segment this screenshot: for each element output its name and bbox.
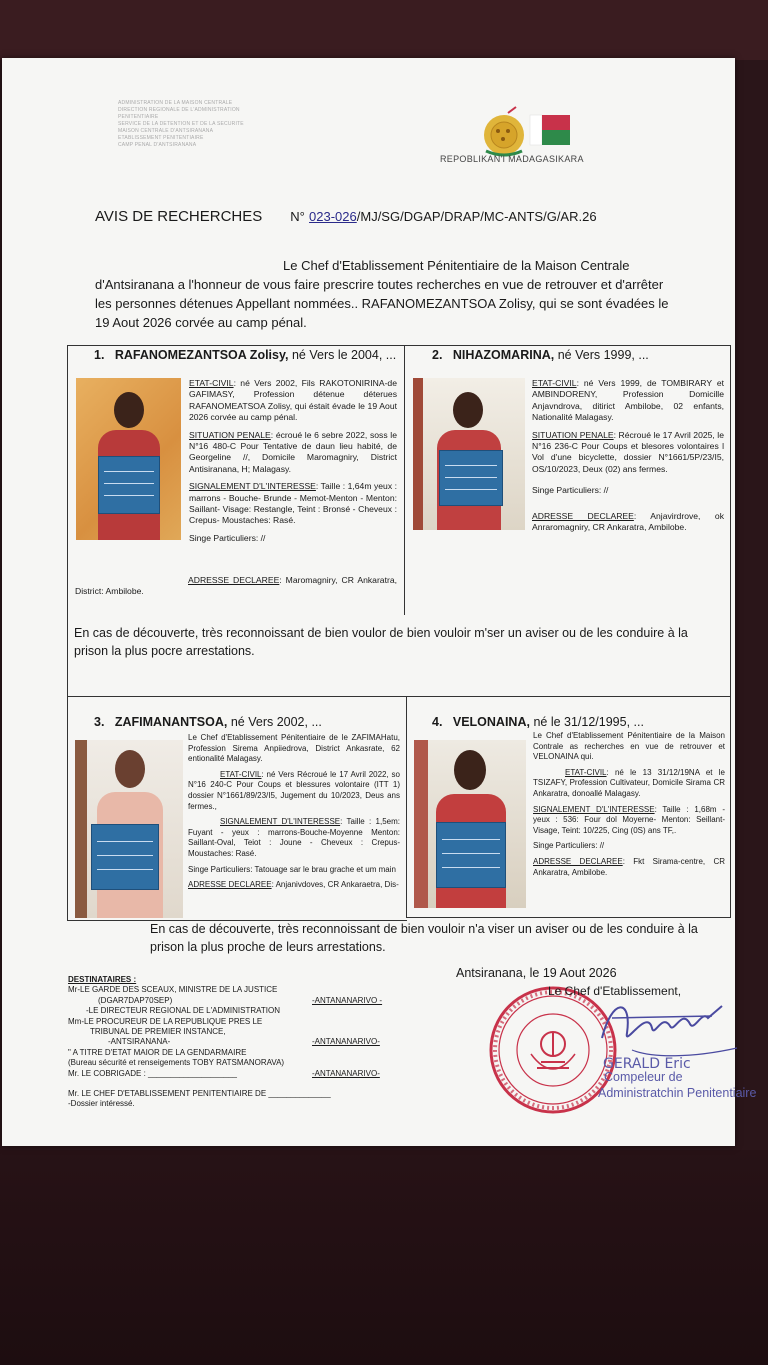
person-4-photo xyxy=(414,740,526,908)
etat-civil-text: : né Vers 1999, de TOMBIRARY et AMBINDORENY, Profession Domicille Anjavndrova, ditirict Ambilobe, 02 enfants, Nationalité Malagasy. xyxy=(532,378,724,423)
adresse-text: : Anjanivdoves, CR Ankaraetra, Dis- xyxy=(271,880,399,890)
person-intro: Le Chef d'Etablissement Pénitentiaire de le ZAFIMAHatu, Profession Sirema Anpiiedrova, District Ankasrate, 62 entionalité Malagasy. xyxy=(188,733,400,764)
republic-emblem-icon xyxy=(478,105,574,161)
destinataire-row xyxy=(68,1017,398,1027)
grid-line xyxy=(67,696,731,697)
destinataire-row xyxy=(68,1069,398,1079)
destinataire-name: -ANTSIRANANA- xyxy=(108,1037,171,1047)
title-number: 023-026 xyxy=(309,209,357,224)
etat-civil-label: ETAT-CIVIL xyxy=(565,767,607,777)
grid-line xyxy=(404,345,405,615)
intro-text: Le Chef d'Etablissement Pénitentiaire de la Maison Centrale d'Antsiranana a l'honneur de vous faire prescrire toutes recherches en vue de retrouver et d'arrêter les personnes détenues Appellant nommées.. RAFANOMEZANTSOA Zolisy, qui se sont évadées le 19 Aout 2026 corvée au camp pénal. xyxy=(95,258,669,330)
faint-line: CAMP PENAL D'ANTSIRANANA xyxy=(118,142,197,148)
signalement-text: : Taille : 1,68m - yeux : 536: Four dol Moyerne- Menton: Seillant-Visage, Teint: 10/225, Cing (0S) ans TF,. xyxy=(533,804,725,835)
destinataire-name: Mr. LE COBRIGADE : ____________________ xyxy=(68,1068,237,1078)
person-number: 3. xyxy=(94,715,105,729)
person-1-photo xyxy=(76,378,181,540)
faint-header xyxy=(118,100,338,149)
notice-1: En cas de découverte, très reconnoissant de bien voulor de bien vouloir m'ser un aviser ou de les conduire à la prison la plus pocre arrestations. xyxy=(74,626,688,658)
destinataire-place: -ANTANANARIVO - xyxy=(312,995,383,1005)
destinataire-row xyxy=(68,985,398,995)
adresse-label: ADRESSE DECLAREE xyxy=(533,856,623,866)
destinataire-name: " A TITRE D'ETAT MAIOR DE LA GENDARMAIRE xyxy=(68,1047,247,1057)
title-label: AVIS DE RECHERCHES xyxy=(95,208,263,225)
destinataire-row xyxy=(68,1048,398,1058)
name-board xyxy=(439,450,503,506)
signatory-name: GERALD Eric xyxy=(603,1056,691,1072)
signalement-label: SIGNALEMENT D'L'INTERESSE xyxy=(533,804,655,814)
grid-line xyxy=(730,345,731,697)
etat-civil-text: : né Vers Récroué le 17 Avril 2022, so N°16 240-C Pour Coups et blessures volontaire (ITT 1) dossier N°1661/89/23/I5, Jugement du 10/2023, Deus ans fermes., xyxy=(188,769,400,811)
destinataires-block xyxy=(68,975,398,1110)
adresse-text: : Anjavirdrove, ok Anraromagniry, CR Ankaratra, Ambilobe. xyxy=(532,510,724,533)
situation-label: SITUATION PENALE xyxy=(189,429,271,440)
intro-paragraph xyxy=(95,256,673,332)
destinataire-name: Mr-LE GARDE DES SCEAUX, MINISTRE DE LA JUSTICE xyxy=(68,985,278,995)
destinataire-name: TRIBUNAL DE PREMIER INSTANCE, xyxy=(90,1027,226,1037)
grid-line xyxy=(67,345,68,697)
name-board xyxy=(436,822,506,888)
title-reference: /MJ/SG/DGAP/DRAP/MC-ANTS/G/AR.26 xyxy=(356,209,597,224)
faint-line: DIRECTION REGIONALE DE L'ADMINISTRATION xyxy=(118,107,240,113)
signalement-text: : Taille : 1,64m yeux : marrons - Bouche- Brunde - Memot-Menton - Menton: Saillant- Visage: Restangle, Teint : Bronsé - Cheveux : Crepus- Moustaches: Rasé. xyxy=(189,481,397,526)
person-name: NIHAZOMARINA, xyxy=(452,348,555,362)
signalement-label: SIGNALEMENT D'L'INTERESSE xyxy=(189,481,316,492)
person-2-details xyxy=(532,378,724,539)
person-1-details xyxy=(189,378,397,550)
faint-line: ETABLISSEMENT PENITENTIAIRE xyxy=(118,135,204,141)
person-3-photo xyxy=(75,740,183,918)
grid-line xyxy=(406,917,731,918)
adresse-label: ADRESSE DECLAREE xyxy=(532,510,634,521)
adresse-label: ADRESSE DECLAREE xyxy=(188,880,272,890)
destinataire-row xyxy=(68,1089,398,1099)
etat-civil-text: : né le 13 31/12/19NA et le TSIZAFY, Profession Cultivateur, Domicile Sirama CR Ankaratra, donoallé Malagasy. xyxy=(533,767,725,798)
grid-line xyxy=(67,696,68,921)
person-name: ZAFIMANANTSOA, xyxy=(114,715,228,729)
name-board xyxy=(91,824,159,890)
signatory-role-2: Administratchin Penitentiaire xyxy=(598,1086,757,1100)
republic-name: REPOBLIKAN'I MADAGASIKARA xyxy=(440,154,584,164)
background-top xyxy=(0,0,768,60)
grid-line xyxy=(406,696,407,918)
situation-text: : écroué le 6 sebre 2022, soss le N°16 480-C Pour Tentative de daun lieu habité, de Georgeline //, Domicile Maromagniry, District Antisiranana, H; Malagasy. xyxy=(189,429,397,474)
document-title xyxy=(95,208,597,225)
person-4-details xyxy=(533,731,725,883)
person-intro: Le Chef d'Etablissement Pénitentiaire de la Maison Contrale as recherches en vue de retrouver et VELONAINA qui. xyxy=(533,731,725,762)
signalement-label: SIGNALEMENT D'L'INTERESSE xyxy=(220,817,341,827)
destinataire-row xyxy=(68,996,398,1006)
destinataire-name: -Dossier intéressé. xyxy=(68,1099,135,1109)
destinataire-row xyxy=(68,1006,398,1016)
notice-2: En cas de découverte, très reconnoissant de bien vouloir n'a viser un aviser ou de les conduire à la prison la plus proche de leurs arrestations. xyxy=(150,922,698,954)
destinataire-place: -ANTANANARIVO- xyxy=(312,1068,380,1078)
destinataire-name: -LE DIRECTEUR REGIONAL DE L'ADMINISTRATION xyxy=(86,1006,280,1016)
person-name: VELONAINA, xyxy=(452,715,530,729)
destinataire-row xyxy=(68,1037,398,1047)
person-3-title xyxy=(94,715,322,729)
adresse-text: : Fkt Sirama-centre, CR Ankaratra, Ambilobe. xyxy=(533,856,725,877)
name-board xyxy=(98,456,160,514)
destinataire-row xyxy=(68,1079,398,1089)
situation-text: : Récroué le 17 Avril 2025, le N°16 236-C Pour Coups et blesores volontaires l Vol d'une bicyclette, dossier N°1661/5P/23/I5, OS/10/2023, Deux (02) ans fermes. xyxy=(532,429,724,474)
destinataire-name: Mm-LE PROCUREUR DE LA REPUBLIQUE PRES LE xyxy=(68,1016,263,1026)
singe-particuliers: Singe Particuliers: // xyxy=(533,841,605,851)
person-3-details xyxy=(188,733,400,896)
adresse-text: : Maromagniry, CR Ankaratra, District: Ambilobe. xyxy=(75,575,397,597)
title-number-prefix: N° xyxy=(290,209,305,224)
person-number: 1. xyxy=(94,348,105,362)
destinataire-place: -ANTANANARIVO- xyxy=(312,1037,380,1047)
faint-line: SERVICE DE LA DETENTION ET DE LA SECURITE xyxy=(118,121,244,127)
chef-title: Le Chef d'Etablissement, xyxy=(548,984,682,998)
etat-civil-label: ETAT-CIVIL xyxy=(532,378,577,388)
destinataire-name: Mr. LE CHEF D'ETABLISSEMENT PENITENTIAIRE DE ______________ xyxy=(68,1089,331,1099)
person-born: né Vers le 2004, ... xyxy=(291,348,397,362)
faint-line: ADMINISTRATION DE LA MAISON CENTRALE xyxy=(118,100,233,106)
person-2-photo xyxy=(413,378,525,530)
destinataire-row xyxy=(68,1058,398,1068)
person-born: né Vers 1999, ... xyxy=(557,348,649,362)
person-1-address xyxy=(75,575,397,604)
place-date: Antsiranana, le 19 Aout 2026 xyxy=(456,966,617,980)
destinataire-row xyxy=(68,1027,398,1037)
person-4-title xyxy=(432,715,644,729)
singe-particuliers: Singe Particuliers: // xyxy=(532,485,609,496)
person-born: né le 31/12/1995, ... xyxy=(533,715,644,729)
faint-line: MAISON CENTRALE D'ANTSIRANANA xyxy=(118,128,214,134)
person-born: né Vers 2002, ... xyxy=(230,715,322,729)
grid-line xyxy=(67,345,731,346)
person-name: RAFANOMEZANTSOA Zolisy, xyxy=(114,348,289,362)
etat-civil-text: : né Vers 2002, Fils RAKOTONIRINA-de GAFIMASY, Profession détenue déterues RAFANOMEATSOA Zolisy, qui éstait évade le 19 Aout 2026 corvée au camp pénal. xyxy=(189,378,397,423)
destinataire-row xyxy=(68,1099,398,1109)
situation-label: SITUATION PENALE xyxy=(532,429,614,440)
signatory-role-1: Compeleur de xyxy=(604,1070,683,1084)
person-2-title xyxy=(432,348,649,362)
person-1-title xyxy=(94,348,396,362)
singe-particuliers: Singe Particuliers: Tatouage sar le brau grache et um main xyxy=(188,864,396,874)
adresse-label: ADRESSE DECLAREE xyxy=(188,575,280,585)
background-bottom xyxy=(0,1150,768,1365)
faint-line: PENITENTIAIRE xyxy=(118,114,159,120)
signalement-text: : Taille : 1,5em: Fuyant - yeux : marrons-Bouche-Moyenne Menton: Saillant-Oval, Teiot : Joune - Cheveux : Crepus- Moustaches: Rasé. xyxy=(188,817,401,858)
person-number: 2. xyxy=(432,348,443,362)
etat-civil-label: ETAT-CIVIL xyxy=(189,378,234,388)
grid-line xyxy=(730,696,731,918)
etat-civil-label: ETAT-CIVIL xyxy=(220,769,262,779)
destinataires-label: DESTINATAIRES : xyxy=(68,975,137,984)
singe-particuliers: Singe Particuliers: // xyxy=(189,532,266,543)
destinataire-name: (DGAR7DAP70SEP) xyxy=(98,995,173,1005)
destinataire-name: (Bureau sécurité et renseigements TOBY RATSMANORAVA) xyxy=(68,1058,285,1068)
person-number: 4. xyxy=(432,715,443,729)
